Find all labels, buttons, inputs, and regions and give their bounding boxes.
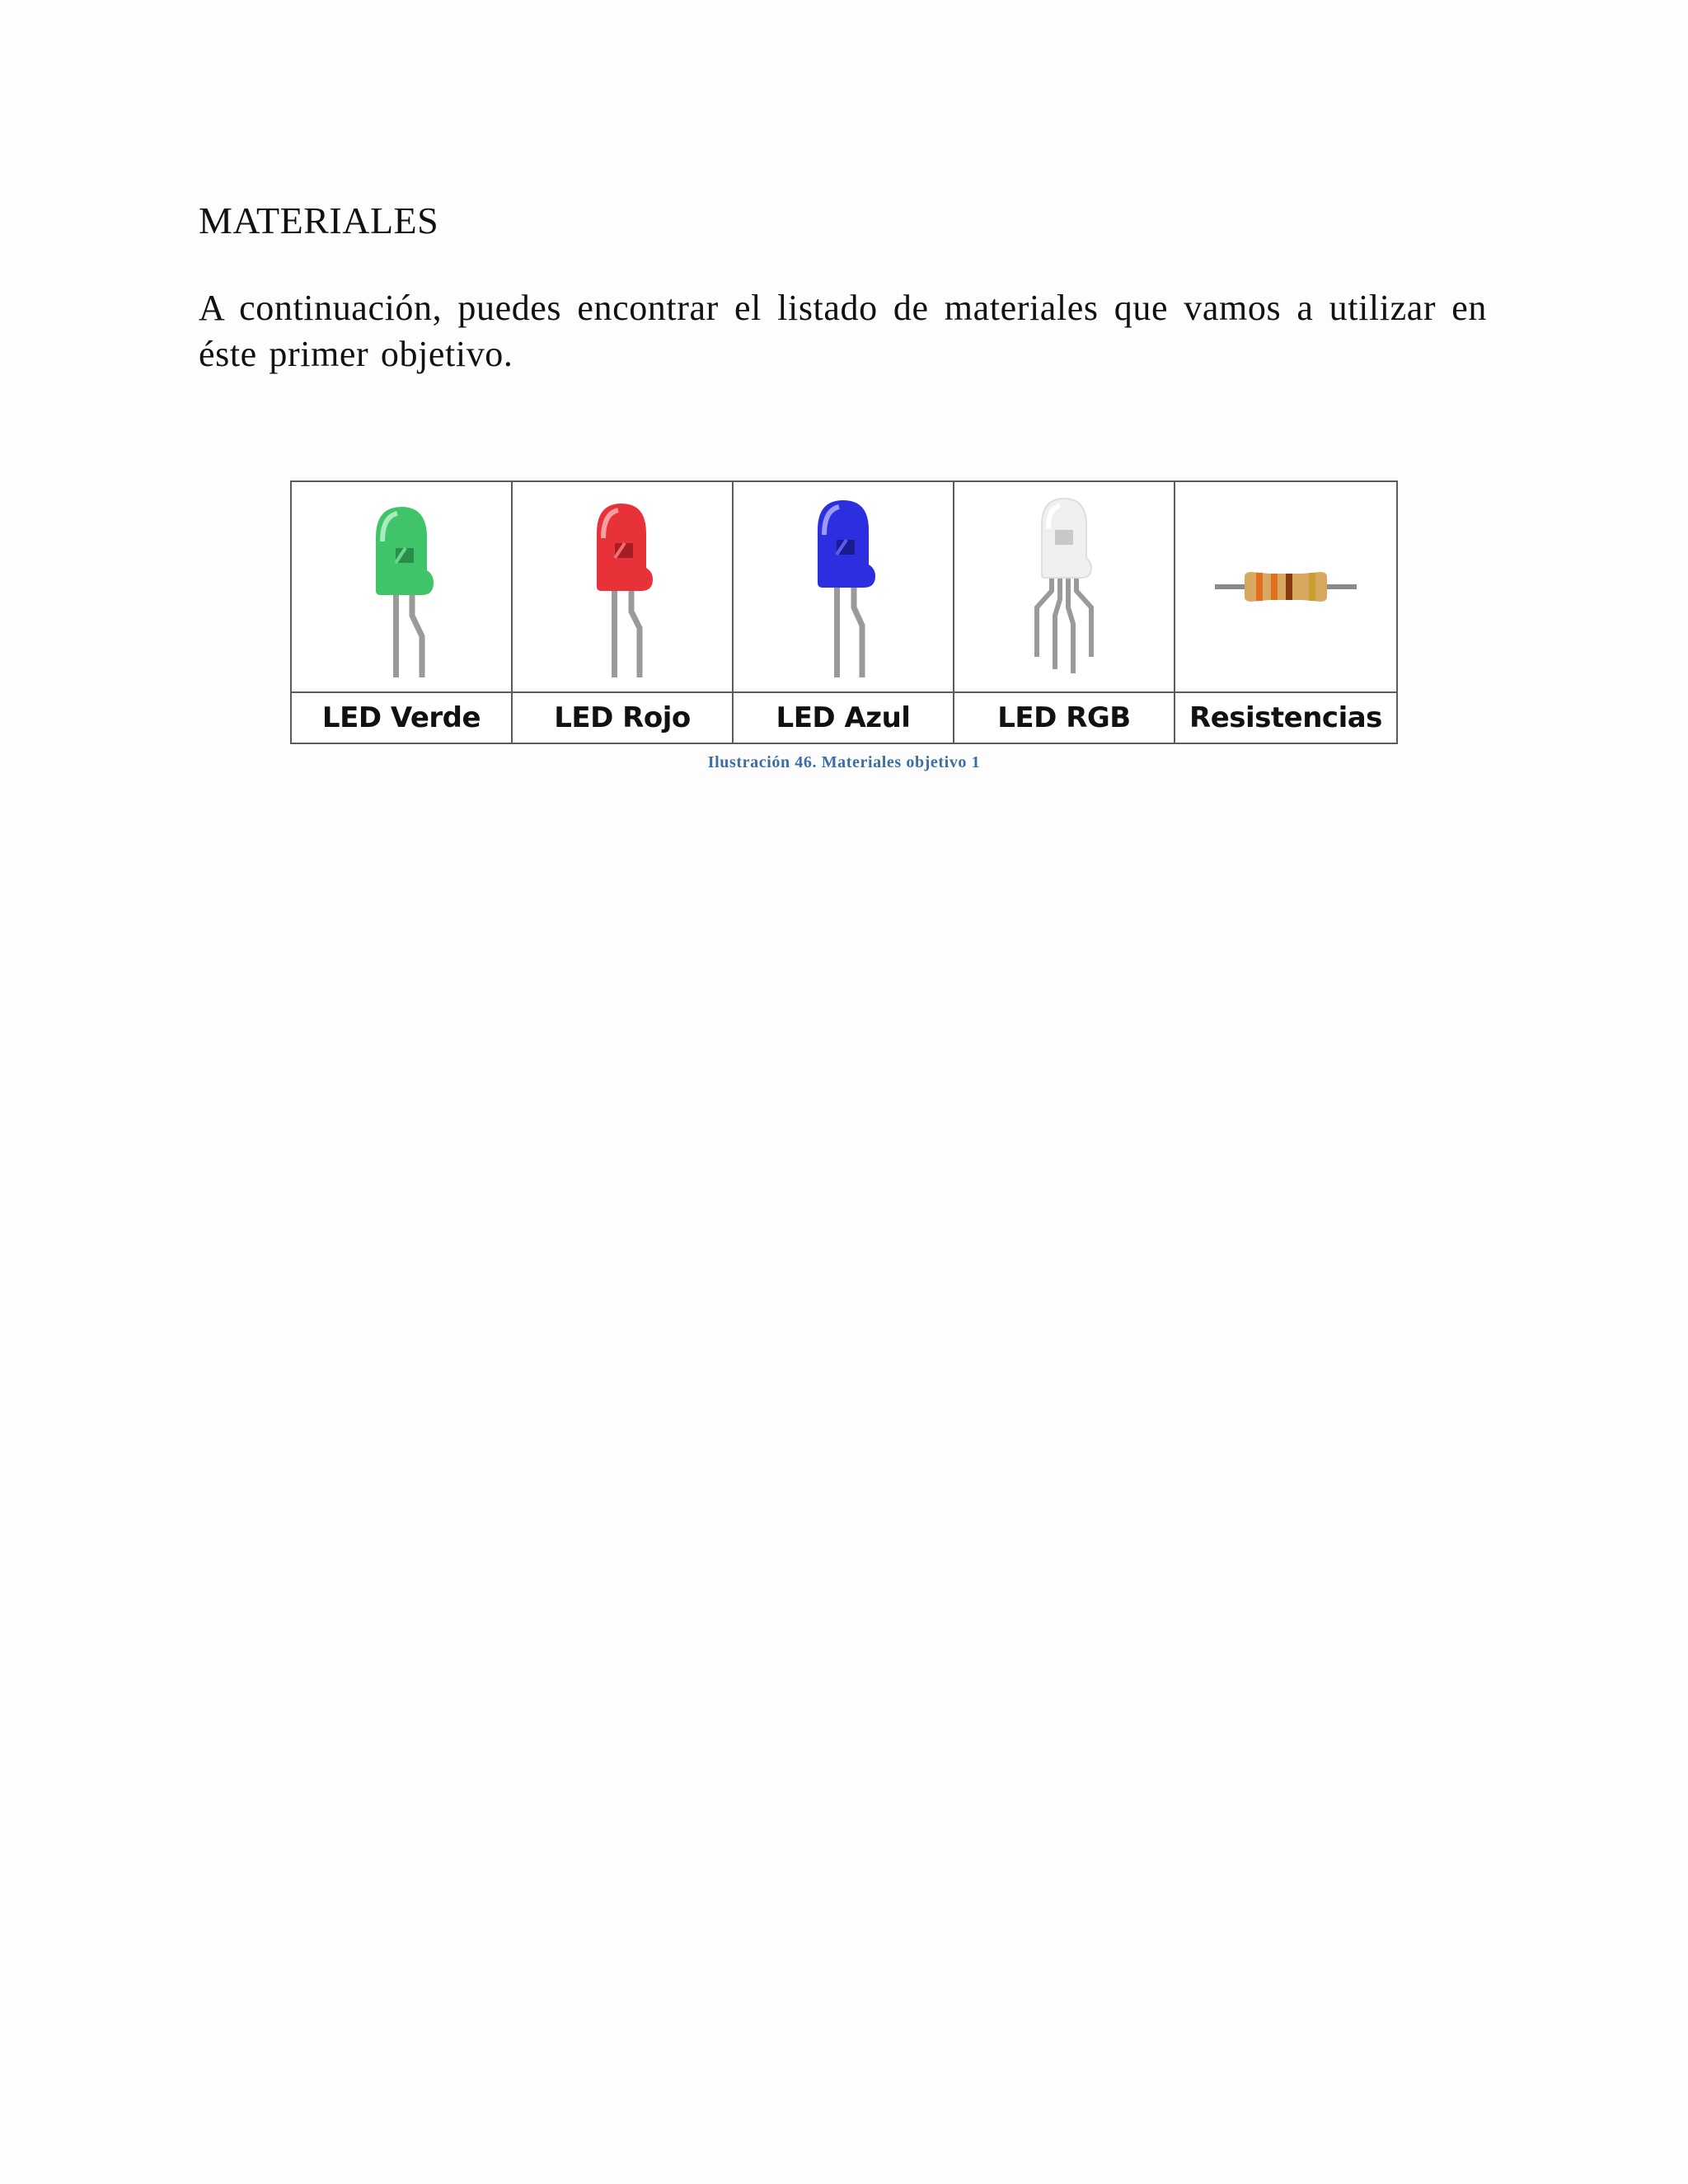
resistor-icon <box>1212 562 1360 612</box>
label-resistencias: Resistencias <box>1189 701 1382 734</box>
red-led-cell <box>513 482 734 693</box>
label-led-rgb: LED RGB <box>954 693 1175 743</box>
blue-led-icon <box>806 492 880 682</box>
label-led-rojo: LED Rojo <box>513 693 734 743</box>
rgb-led-cell <box>954 482 1175 693</box>
label-led-verde: LED Verde <box>292 693 513 743</box>
materials-figure <box>290 480 1398 744</box>
label-led-azul: LED Azul <box>734 693 954 743</box>
rgb-led-icon <box>1019 492 1109 682</box>
blue-led-cell <box>734 482 954 693</box>
section-heading: MATERIALES <box>199 199 439 241</box>
figure-caption: Ilustración 46. Materiales objetivo 1 <box>707 753 981 771</box>
green-led-cell <box>292 482 513 693</box>
red-led-icon <box>585 492 659 682</box>
green-led-icon <box>364 492 438 682</box>
intro-paragraph: A continuación, puedes encontrar el listado de materiales que vamos a utilizar en éste primer objetivo. <box>199 288 1487 374</box>
resistor-cell <box>1175 482 1396 693</box>
